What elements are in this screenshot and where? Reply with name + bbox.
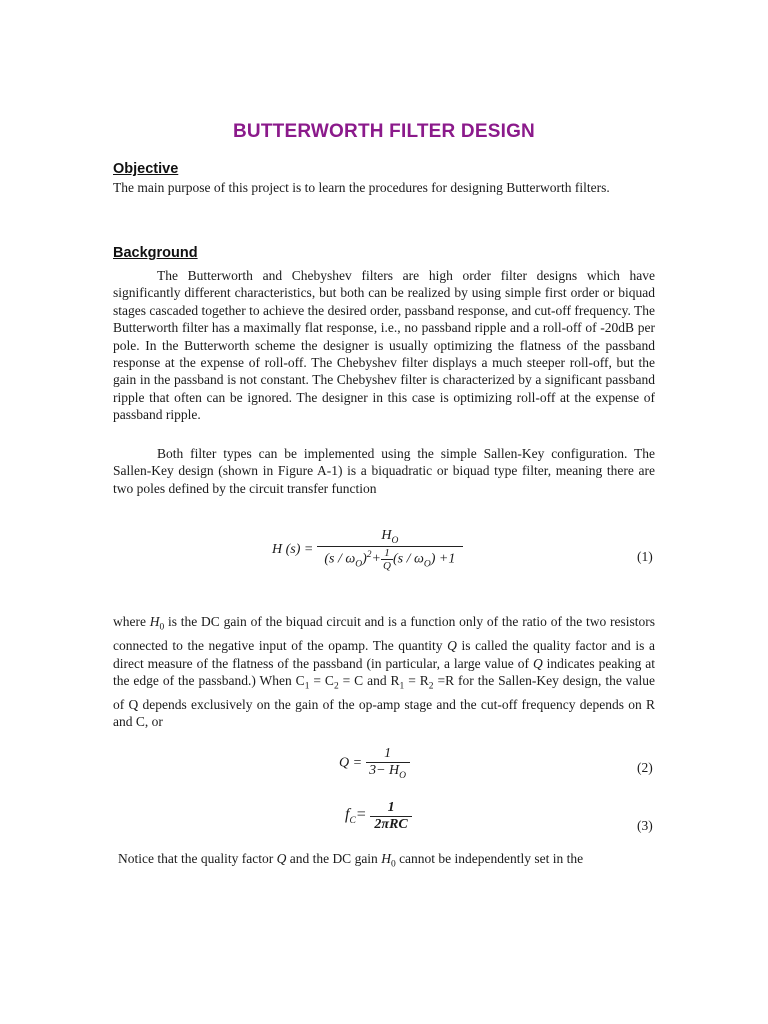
- background-paragraph-2: Both filter types can be implemented using the simple Sallen-Key configuration. The Sallen-Key design (shown in Figure A-1) is a biquadratic or biquad type filter, meaning there are two poles defined by the circuit transfer function: [113, 446, 655, 496]
- eq3-fraction: $\frac{1}{\text{2πRC}}$: [370, 800, 412, 833]
- objective-text: The main purpose of this project is to learn the procedures for designing Butterworth filters.: [113, 180, 610, 195]
- background-heading: Background: [113, 245, 198, 261]
- objective-heading: Objective: [113, 161, 179, 177]
- body-paragraph-3: where $H_0$ is the DC gain of the biquad circuit and is a function only of the ratio of the two resistors connected to the negative input of the opamp. The quantity Q is called the quality factor and is a direct measure of the flatness of the passband (in particular, a large value of Q indicates peaking at the edge of the passband.) When $C_1 = C_2 = C$ and $R_1 = R_2 =R$ for the Sallen-Key design, the value of Q depends exclusively on the gain of the op-amp stage and the cut-off frequency depends on R and C, or: [113, 614, 656, 730]
- equation-1-number: (1): [637, 549, 653, 564]
- equation-3: $f_C=$ $\frac{1}{\text{2πRC}}$: [345, 800, 412, 833]
- equation-2: Q = $\frac{1}{3- H_O}$: [339, 746, 410, 781]
- document-title: BUTTERWORTH FILTER DESIGN: [233, 121, 535, 142]
- equation-2-number: (2): [637, 760, 653, 775]
- eq2-fraction: $\frac{1}{3- H_O}$: [366, 746, 410, 781]
- eq1-fraction: $H_O$ $(s / \omega_O)^2+$ $\frac{1}{Q}$ $(s / \omega_O) +1$: [317, 528, 463, 572]
- equation-3-number: (3): [637, 818, 653, 833]
- eq1-lhs: H (s) =: [272, 541, 314, 557]
- equation-1: [272, 528, 463, 572]
- background-paragraph-1: The Butterworth and Chebyshev filters are high order filter designs which have significantly different characteristics, but both can be realized by using simple first order or biquad stages cascaded together to achieve the desired order, passband response, and cut-off frequency. The Butterworth filter has a maximally flat response, i.e., no passband ripple and a roll-off of -20dB per pole. In the Butterworth scheme the designer is usually optimizing the flatness of the passband response at the expense of roll-off. The Chebyshev filter displays a much steeper roll-off, but the gain in the passband is not constant. The Chebyshev filter is characterized by a significant passband ripple that often can be ignored. The designer in this case is optimizing roll-off at the expense of passband ripple.: [113, 268, 655, 423]
- notice-text: Notice that the quality factor Q and the DC gain $H_0$ cannot be independently set in the: [118, 851, 584, 870]
